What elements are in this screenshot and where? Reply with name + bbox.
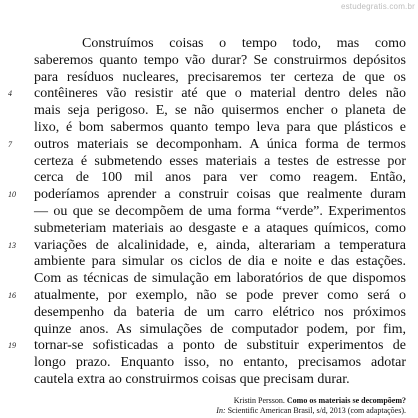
line-number-19: 19: [8, 341, 16, 351]
line-text: variações de alcalinidade, e, ainda, alterariam a temperatura: [34, 237, 406, 253]
line-text: cautela extra ao construirmos coisas que precisam durar.: [34, 371, 350, 387]
line-text: — ou que se decompõem de uma forma “verde”. Experimentos: [34, 203, 406, 219]
line-number-13: 13: [8, 240, 16, 250]
line-text: longo prazo. Enquanto isso, no entanto, precisamos adotar: [34, 355, 406, 371]
text-passage: [8, 36, 406, 389]
source-line-1: [216, 396, 406, 406]
text-line-6: [34, 120, 406, 137]
text-line-7: [8, 136, 406, 154]
text-line-19: [8, 338, 406, 355]
text-line-2: [34, 53, 406, 70]
text-line-15: [34, 271, 406, 288]
source-in-label: In:: [216, 406, 226, 415]
source-title: Como os materiais se decompõem?: [286, 396, 406, 405]
line-text: desempenho da bateria de um carro elétrico nos próximos: [34, 304, 406, 320]
line-text: ambiente para simular os ciclos de dia e noite e das estações.: [34, 254, 406, 270]
text-line-21: [34, 372, 406, 389]
text-line-3: [34, 70, 406, 87]
line-text: mais seja perigoso. E, se não quisermos encher o planeta de: [34, 103, 406, 119]
text-line-5: [34, 103, 406, 120]
line-number-10: 10: [8, 190, 16, 200]
text-line-10: [8, 187, 406, 204]
text-line-16: [8, 287, 406, 305]
line-text: saberemos quanto tempo vão durar? Se construirmos depósitos: [34, 52, 406, 68]
line-text: Construímos coisas o tempo todo, mas como: [82, 36, 406, 51]
text-line-13: [8, 237, 406, 255]
line-text: poderíamos aprender a construir coisas que realmente duram: [34, 187, 406, 203]
line-number-16: 16: [8, 290, 16, 300]
text-line-17: [34, 305, 406, 322]
line-text: cerca de 100 mil anos para ver como reagem. Então,: [34, 170, 406, 186]
line-number-7: 7: [8, 139, 12, 149]
line-number-4: 4: [8, 89, 12, 99]
text-line-11: [34, 204, 406, 221]
text-line-14: [34, 254, 406, 271]
text-line-12: [34, 221, 406, 238]
line-text: quinze anos. As simulações de computador podem, por fim,: [34, 321, 406, 337]
line-text: atualmente, por exemplo, não se pode prever como será o: [34, 287, 406, 303]
source-author: Kristin Persson.: [233, 396, 285, 405]
line-text: para resíduos nucleares, precisaremos ter certeza de que os: [34, 69, 406, 85]
line-text: certeza é submetendo esses materiais a testes de estresse por: [34, 153, 406, 169]
source-line-2: [216, 406, 406, 416]
line-text: lixo, é bom sabermos quanto tempo leva para que plásticos e: [34, 119, 406, 135]
line-text: submeteriam materiais ao desgaste e a ataques químicos, como: [34, 220, 406, 236]
text-line-18: [34, 322, 406, 339]
text-line-20: [34, 355, 406, 372]
line-text: Com as técnicas de simulação em laboratórios de que dispomos: [34, 271, 406, 287]
source-publication: Scientific American Brasil, s/d, 2013 (com adaptações).: [227, 406, 406, 415]
text-line-9: [34, 170, 406, 187]
text-line-1: [34, 36, 406, 53]
line-text: outros materiais se decomponham. A única forma de termos: [34, 136, 406, 152]
source-citation: [216, 396, 406, 416]
text-line-8: [34, 154, 406, 171]
line-text: tornar-se sofisticadas a ponto de substituir experimentos de: [34, 338, 406, 354]
watermark: estudegratis.com.br: [340, 2, 415, 11]
line-text: contêineres vão resistir até que o material dentro deles não: [34, 86, 406, 102]
text-line-4: [8, 86, 406, 103]
